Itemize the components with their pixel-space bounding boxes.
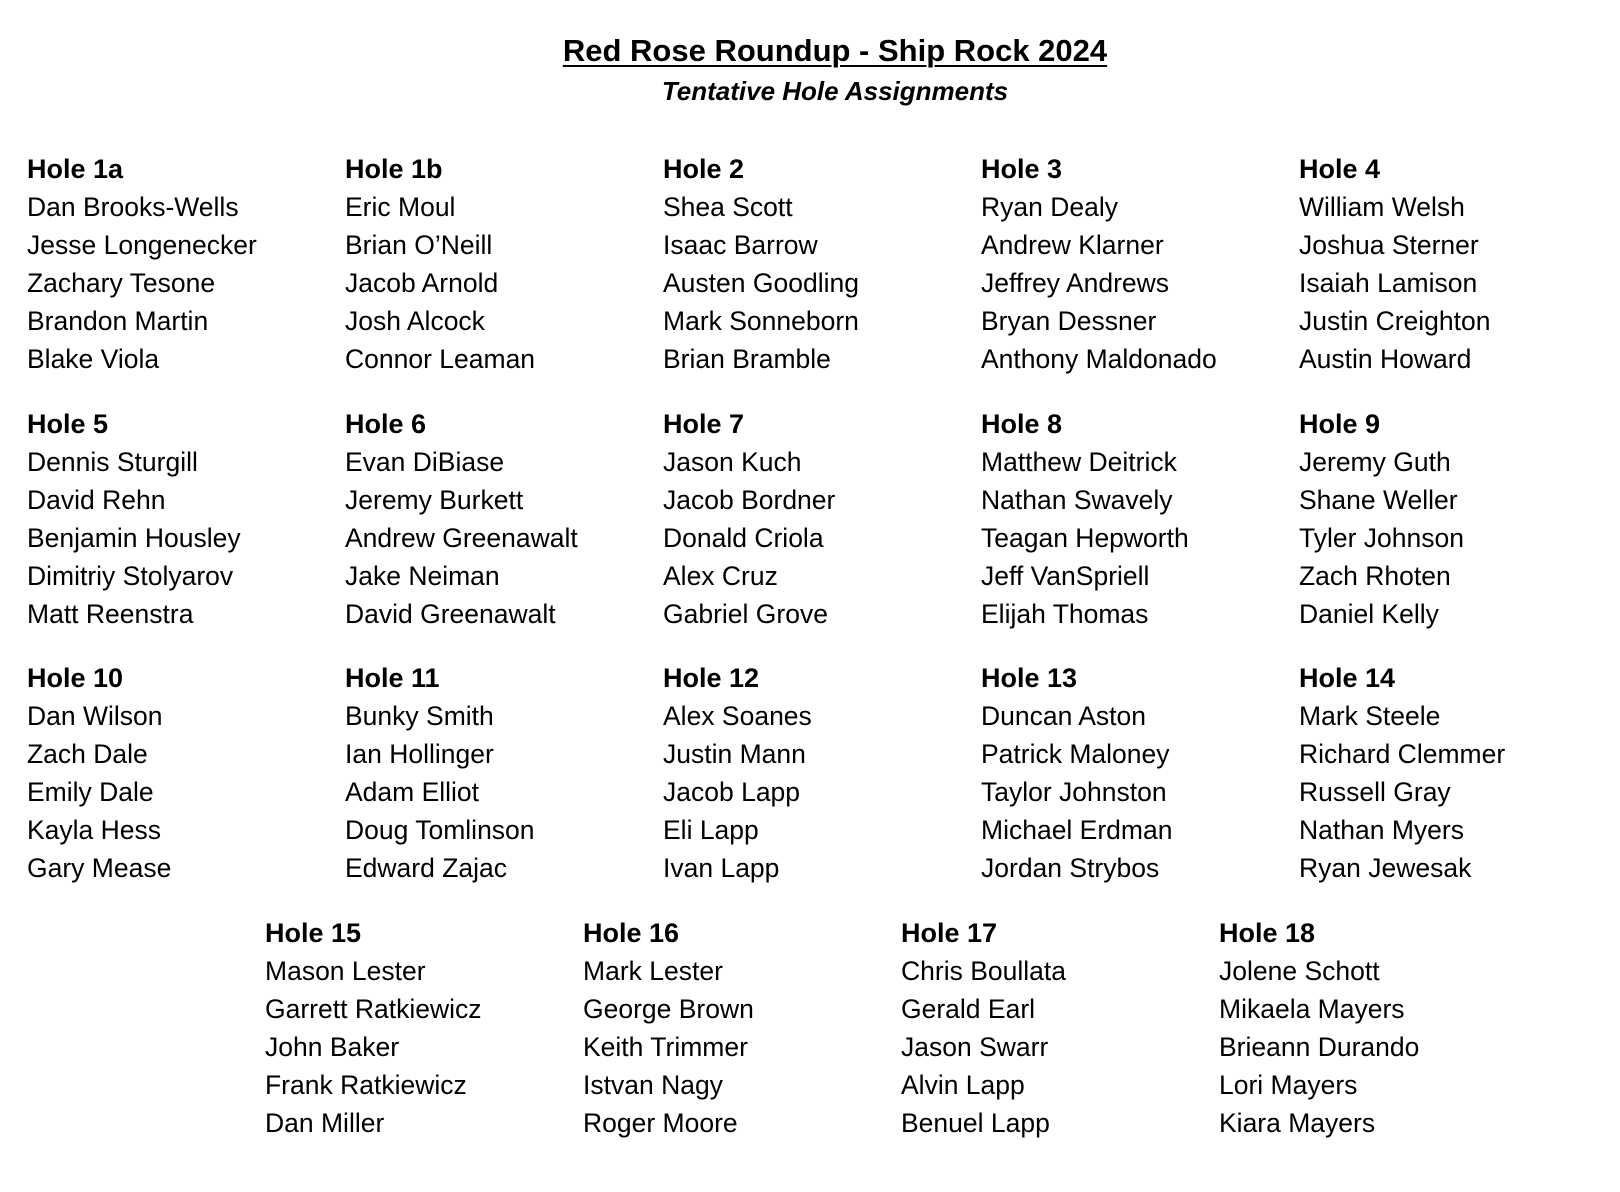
- player-name: Zach Dale: [27, 739, 148, 769]
- player-name: Jordan Strybos: [981, 853, 1160, 883]
- player-name: Nathan Myers: [1299, 815, 1464, 845]
- player-name: John Baker: [265, 1032, 400, 1062]
- hole-heading: Hole 4: [1299, 154, 1381, 184]
- hole-heading: Hole 10: [27, 663, 124, 693]
- hole-group: [27, 405, 337, 633]
- hole-group: [981, 150, 1291, 378]
- hole-heading: Hole 7: [663, 409, 745, 439]
- player-list: [265, 952, 575, 1142]
- player-name: Brian Bramble: [663, 344, 831, 374]
- hole-group: [27, 659, 337, 887]
- player-name: Benjamin Housley: [27, 523, 241, 553]
- hole-group: [981, 405, 1291, 633]
- player-name: Ivan Lapp: [663, 853, 780, 883]
- hole-heading: Hole 18: [1219, 918, 1316, 948]
- player-name: Gary Mease: [27, 853, 172, 883]
- player-name: Alex Soanes: [663, 701, 812, 731]
- player-name: Taylor Johnston: [981, 777, 1167, 807]
- player-name: Josh Alcock: [345, 306, 485, 336]
- player-name: Jacob Arnold: [345, 268, 499, 298]
- player-name: Daniel Kelly: [1299, 599, 1439, 629]
- player-name: Zachary Tesone: [27, 268, 216, 298]
- hole-group: [265, 914, 575, 1142]
- player-name: Dimitriy Stolyarov: [27, 561, 234, 591]
- player-name: Dennis Sturgill: [27, 447, 198, 477]
- player-name: Elijah Thomas: [981, 599, 1149, 629]
- player-name: Teagan Hepworth: [981, 523, 1189, 553]
- player-name: Bryan Dessner: [981, 306, 1157, 336]
- hole-group: [981, 659, 1291, 887]
- hole-group: [663, 405, 973, 633]
- player-name: Eli Lapp: [663, 815, 759, 845]
- player-name: William Welsh: [1299, 192, 1465, 222]
- player-name: Emily Dale: [27, 777, 154, 807]
- player-name: Jason Swarr: [901, 1032, 1049, 1062]
- player-name: Benuel Lapp: [901, 1108, 1050, 1138]
- player-list: [345, 188, 655, 378]
- hole-group: [1299, 150, 1609, 378]
- player-name: Dan Wilson: [27, 701, 163, 731]
- player-list: [1299, 443, 1609, 633]
- hole-heading: Hole 17: [901, 918, 998, 948]
- hole-heading: Hole 16: [583, 918, 680, 948]
- player-name: Bunky Smith: [345, 701, 494, 731]
- player-name: Duncan Aston: [981, 701, 1147, 731]
- player-list: [27, 697, 337, 887]
- player-list: [981, 697, 1291, 887]
- player-name: Justin Creighton: [1299, 306, 1491, 336]
- player-name: Jeremy Burkett: [345, 485, 524, 515]
- player-name: Patrick Maloney: [981, 739, 1170, 769]
- player-name: Tyler Johnson: [1299, 523, 1464, 553]
- player-name: Richard Clemmer: [1299, 739, 1506, 769]
- player-name: Kiara Mayers: [1219, 1108, 1376, 1138]
- hole-group: [345, 405, 655, 633]
- player-list: [583, 952, 893, 1142]
- player-name: Andrew Greenawalt: [345, 523, 578, 553]
- player-name: Russell Gray: [1299, 777, 1451, 807]
- player-name: Frank Ratkiewicz: [265, 1070, 467, 1100]
- player-list: [1299, 697, 1609, 887]
- player-name: Matt Reenstra: [27, 599, 194, 629]
- hole-group: [583, 914, 893, 1142]
- player-name: Mikaela Mayers: [1219, 994, 1405, 1024]
- hole-heading: Hole 3: [981, 154, 1063, 184]
- player-name: Isaac Barrow: [663, 230, 818, 260]
- player-name: Anthony Maldonado: [981, 344, 1217, 374]
- player-name: Gabriel Grove: [663, 599, 828, 629]
- player-list: [27, 188, 337, 378]
- hole-group: [663, 150, 973, 378]
- player-list: [1219, 952, 1529, 1142]
- hole-heading: Hole 6: [345, 409, 427, 439]
- player-name: Jeff VanSpriell: [981, 561, 1150, 591]
- player-name: Mark Lester: [583, 956, 723, 986]
- player-name: Justin Mann: [663, 739, 806, 769]
- player-name: Doug Tomlinson: [345, 815, 535, 845]
- hole-group: [1219, 914, 1529, 1142]
- player-name: Jeffrey Andrews: [981, 268, 1170, 298]
- document-header: [0, 32, 1620, 108]
- hole-heading: Hole 1b: [345, 154, 443, 184]
- player-name: Brian O’Neill: [345, 230, 493, 260]
- player-list: [27, 443, 337, 633]
- player-list: [901, 952, 1211, 1142]
- player-name: Lori Mayers: [1219, 1070, 1358, 1100]
- player-name: Dan Brooks-Wells: [27, 192, 239, 222]
- hole-heading: Hole 2: [663, 154, 745, 184]
- player-name: Donald Criola: [663, 523, 824, 553]
- hole-heading: Hole 11: [345, 663, 440, 693]
- player-name: Nathan Swavely: [981, 485, 1173, 515]
- player-name: Dan Miller: [265, 1108, 385, 1138]
- player-name: Roger Moore: [583, 1108, 738, 1138]
- hole-group: [901, 914, 1211, 1142]
- player-name: Jeremy Guth: [1299, 447, 1451, 477]
- player-name: Austen Goodling: [663, 268, 859, 298]
- player-name: Blake Viola: [27, 344, 160, 374]
- player-name: David Greenawalt: [345, 599, 556, 629]
- player-name: Alex Cruz: [663, 561, 778, 591]
- player-name: Michael Erdman: [981, 815, 1173, 845]
- player-list: [663, 188, 973, 378]
- hole-heading: Hole 5: [27, 409, 109, 439]
- player-list: [663, 443, 973, 633]
- player-name: Ian Hollinger: [345, 739, 494, 769]
- player-name: Chris Boullata: [901, 956, 1066, 986]
- player-name: Matthew Deitrick: [981, 447, 1177, 477]
- document-title: Red Rose Roundup - Ship Rock 2024: [562, 33, 1108, 68]
- player-name: David Rehn: [27, 485, 166, 515]
- player-name: Garrett Ratkiewicz: [265, 994, 482, 1024]
- hole-heading: Hole 9: [1299, 409, 1381, 439]
- player-name: Adam Elliot: [345, 777, 480, 807]
- player-list: [981, 188, 1291, 378]
- player-list: [1299, 188, 1609, 378]
- hole-heading: Hole 15: [265, 918, 362, 948]
- player-list: [981, 443, 1291, 633]
- player-list: [345, 697, 655, 887]
- hole-group: [345, 659, 655, 887]
- player-name: George Brown: [583, 994, 754, 1024]
- hole-group: [1299, 405, 1609, 633]
- player-list: [663, 697, 973, 887]
- hole-group: [663, 659, 973, 887]
- player-name: Jacob Lapp: [663, 777, 801, 807]
- player-name: Istvan Nagy: [583, 1070, 723, 1100]
- player-name: Jesse Longenecker: [27, 230, 257, 260]
- player-name: Jake Neiman: [345, 561, 500, 591]
- player-name: Ryan Dealy: [981, 192, 1118, 222]
- player-name: Andrew Klarner: [981, 230, 1164, 260]
- player-name: Jacob Bordner: [663, 485, 836, 515]
- player-name: Jason Kuch: [663, 447, 802, 477]
- player-name: Alvin Lapp: [901, 1070, 1025, 1100]
- player-name: Eric Moul: [345, 192, 456, 222]
- hole-group: [1299, 659, 1609, 887]
- hole-group: [27, 150, 337, 378]
- player-name: Brandon Martin: [27, 306, 209, 336]
- player-name: Brieann Durando: [1219, 1032, 1420, 1062]
- player-name: Shane Weller: [1299, 485, 1458, 515]
- player-name: Austin Howard: [1299, 344, 1472, 374]
- player-name: Edward Zajac: [345, 853, 508, 883]
- player-name: Jolene Schott: [1219, 956, 1380, 986]
- player-name: Mark Steele: [1299, 701, 1441, 731]
- hole-heading: Hole 1a: [27, 154, 124, 184]
- hole-heading: Hole 13: [981, 663, 1078, 693]
- player-list: [345, 443, 655, 633]
- player-name: Joshua Sterner: [1299, 230, 1479, 260]
- hole-heading: Hole 12: [663, 663, 760, 693]
- player-name: Keith Trimmer: [583, 1032, 748, 1062]
- player-name: Kayla Hess: [27, 815, 162, 845]
- hole-heading: Hole 14: [1299, 663, 1396, 693]
- player-name: Isaiah Lamison: [1299, 268, 1478, 298]
- player-name: Evan DiBiase: [345, 447, 505, 477]
- hole-group: [345, 150, 655, 378]
- player-name: Shea Scott: [663, 192, 793, 222]
- player-name: Connor Leaman: [345, 344, 536, 374]
- document-subtitle: Tentative Hole Assignments: [661, 76, 1009, 106]
- player-name: Ryan Jewesak: [1299, 853, 1472, 883]
- player-name: Mark Sonneborn: [663, 306, 859, 336]
- player-name: Mason Lester: [265, 956, 426, 986]
- player-name: Gerald Earl: [901, 994, 1036, 1024]
- hole-heading: Hole 8: [981, 409, 1063, 439]
- player-name: Zach Rhoten: [1299, 561, 1451, 591]
